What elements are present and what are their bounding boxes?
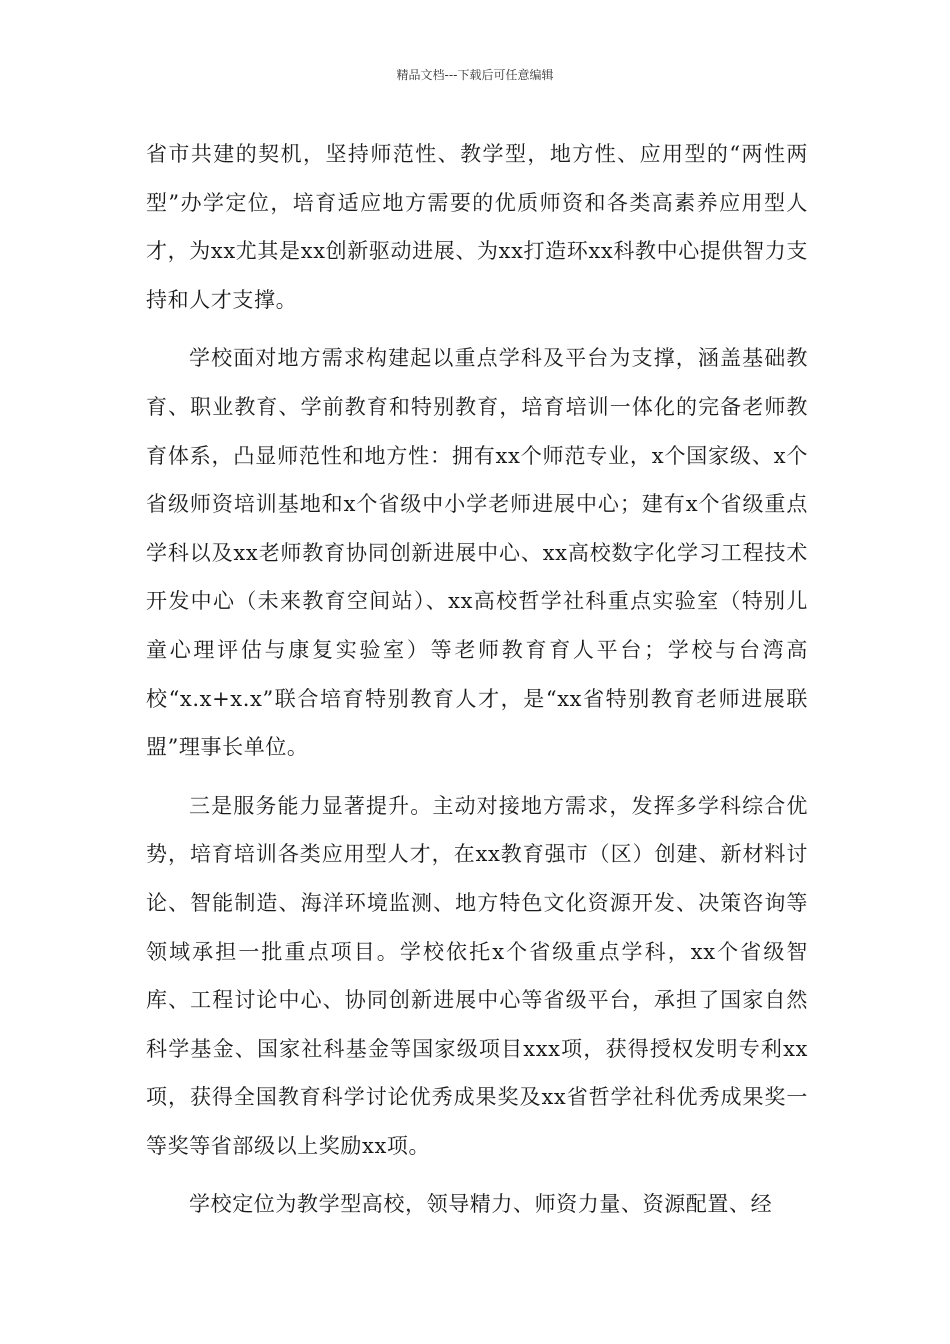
paragraph: 省市共建的契机，坚持师范性、教学型，地方性、应用型的“两性两型”办学定位，培育适应地方需要的优质师资和各类高素养应用型人才，为xx尤其是xx创新驱动进展、为xx打造环xx科教中心提供智力支持和人才支撑。 (146, 142, 808, 312)
paragraph: 学校面对地方需求构建起以重点学科及平台为支撑，涵盖基础教育、职业教育、学前教育和特别教育，培育培训一体化的完备老师教育体系，凸显师范性和地方性：拥有xx个师范专业，x个国家级、x个省级师资培训基地和x个省级中小学老师进展中心；建有x个省级重点学科以及xx老师教育协同创新进展中心、xx高校数字化学习工程技术开发中心（未来教育空间站）、xx高校哲学社科重点实验室（特别儿童心理评估与康复实验室）等老师教育育人平台；学校与台湾高校“x.x+x.x”联合培育特别教育人才，是“xx省特别教育老师进展联盟”理事长单位。 (146, 346, 808, 760)
paragraph: 学校定位为教学型高校，领导精力、师资力量、资源配置、经 (189, 1192, 773, 1217)
page-header: 精品文档---下载后可任意编辑 (396, 68, 554, 82)
document-body (146, 130, 808, 1229)
paragraph: 三是服务能力显著提升。主动对接地方需求，发挥多学科综合优势，培育培训各类应用型人才，在xx教育强市（区）创建、新材料讨论、智能制造、海洋环境监测、地方特色文化资源开发、决策咨询等领域承担一批重点项目。学校依托x个省级重点学科，xx个省级智库、工程讨论中心、协同创新进展中心等省级平台，承担了国家自然科学基金、国家社科基金等国家级项目xxx项，获得授权发明专利xx项，获得全国教育科学讨论优秀成果奖及xx省哲学社科优秀成果奖一等奖等省部级以上奖励xx项。 (146, 793, 808, 1158)
